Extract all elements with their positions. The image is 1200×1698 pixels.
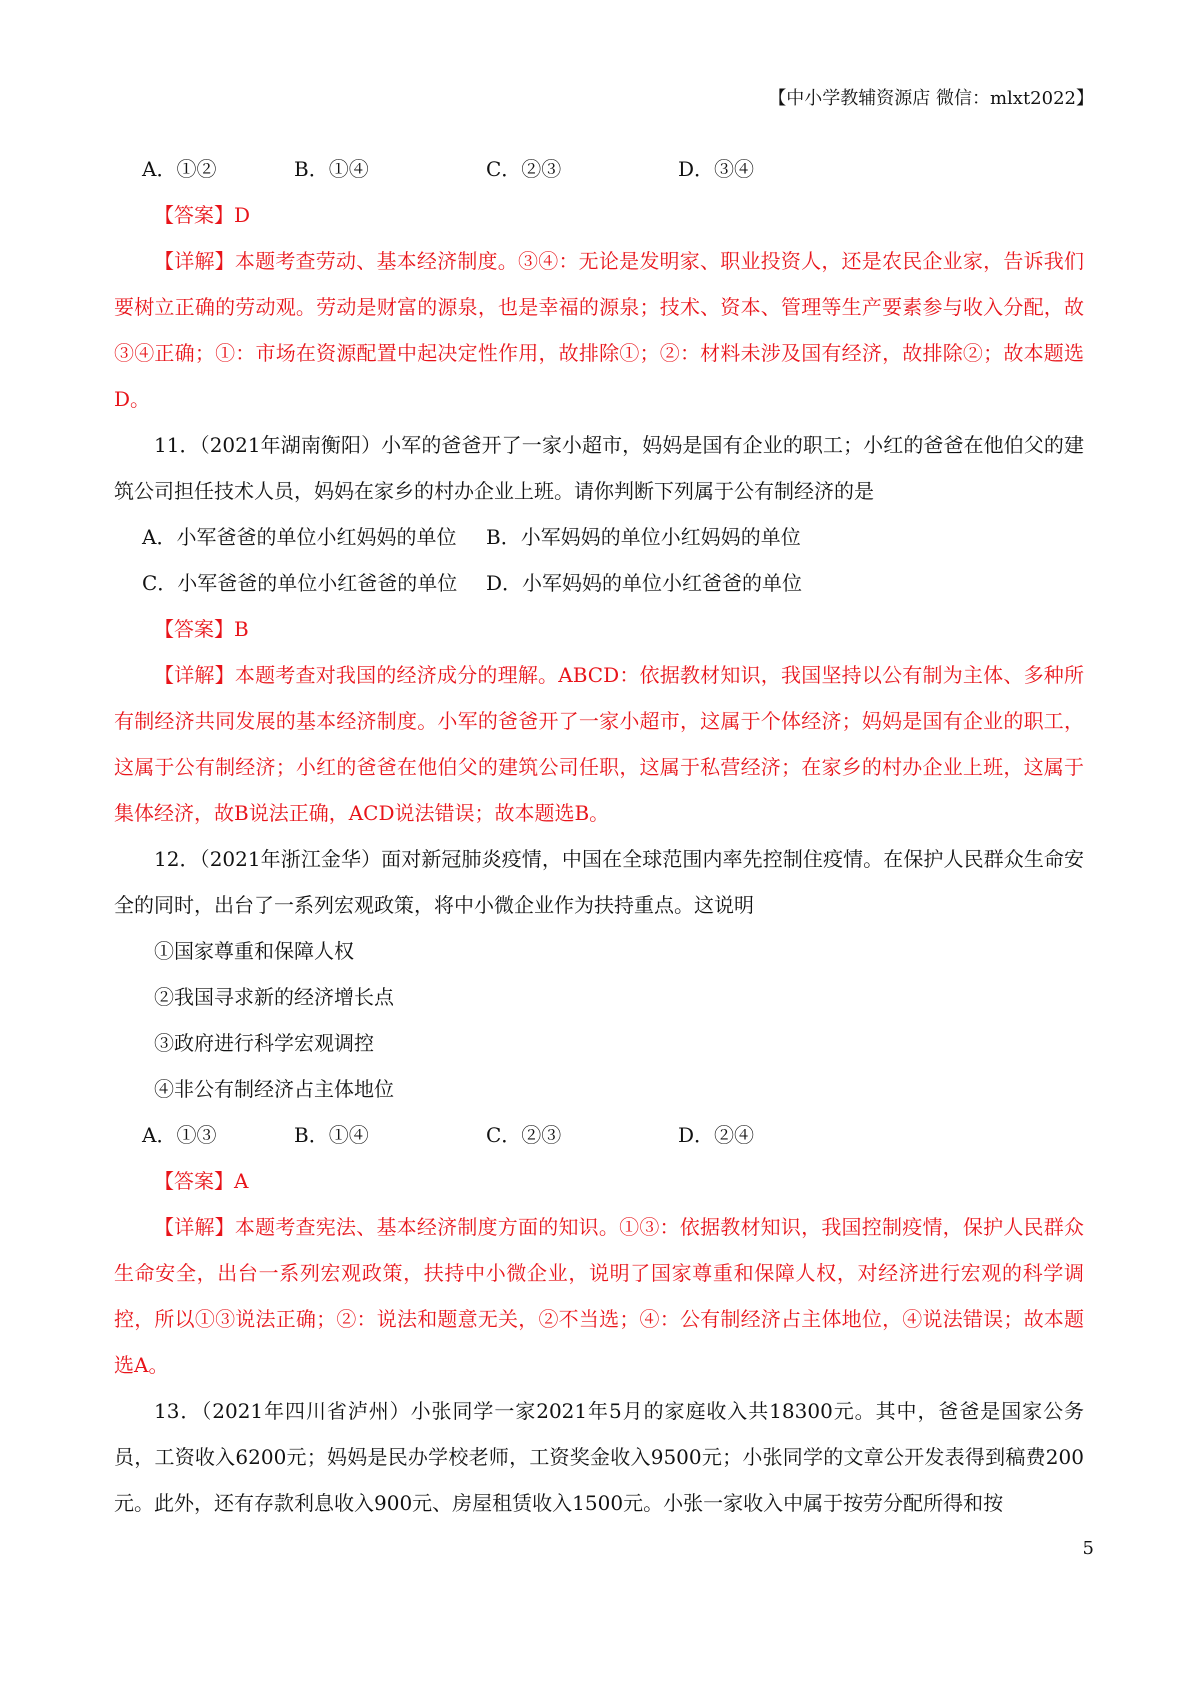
- q12-options: [114, 1112, 1084, 1158]
- q11-option-a: A．小军爸爸的单位小红妈妈的单位: [142, 525, 457, 549]
- q12-option-d: D．②④: [678, 1123, 755, 1147]
- q12-option-a: A．①③: [142, 1123, 217, 1147]
- q11-detail: 【详解】本题考查对我国的经济成分的理解。ABCD：依据教材知识，我国坚持以公有制为主体、多种所有制经济共同发展的基本经济制度。小军的爸爸开了一家小超市，这属于个体经济；妈妈是国有企业的职工，这属于公有制经济；小红的爸爸在他伯父的建筑公司任职，这属于私营经济；在家乡的村办企业上班，这属于集体经济，故B说法正确，ACD说法错误；故本题选B。: [114, 663, 1084, 825]
- q10-option-c: C．②③: [486, 157, 562, 181]
- q12-item-1: ①国家尊重和保障人权: [154, 939, 354, 963]
- q11-option-b: B．小军妈妈的单位小红妈妈的单位: [486, 525, 801, 549]
- q10-option-a: A．①②: [142, 157, 217, 181]
- q12-option-c: C．②③: [486, 1123, 562, 1147]
- q12-answer: 【答案】A: [154, 1169, 249, 1193]
- q10-options: [114, 146, 1084, 192]
- q13-stem: 13．（2021年四川省泸州）小张同学一家2021年5月的家庭收入共18300元。其中，爸爸是国家公务员，工资收入6200元；妈妈是民办学校老师，工资奖金收入9500元；小张同学的文章公开发表得到稿费200元。此外，还有存款利息收入900元、房屋租赁收入1500元。小张一家收入中属于按劳分配所得和按: [114, 1399, 1084, 1515]
- q10-answer: 【答案】D: [154, 203, 251, 227]
- page-header: 【中小学教辅资源店 微信：mlxt2022】: [768, 88, 1094, 109]
- q10-option-d: D．③④: [678, 157, 755, 181]
- q12-stem: 12．（2021年浙江金华）面对新冠肺炎疫情，中国在全球范围内率先控制住疫情。在保护人民群众生命安全的同时，出台了一系列宏观政策，将中小微企业作为扶持重点。这说明: [114, 847, 1084, 917]
- page-number: 5: [1082, 1538, 1094, 1559]
- q11-option-d: D．小军妈妈的单位小红爸爸的单位: [486, 571, 803, 595]
- q12-detail: 【详解】本题考查宪法、基本经济制度方面的知识。①③：依据教材知识，我国控制疫情，保护人民群众生命安全，出台一系列宏观政策，扶持中小微企业，说明了国家尊重和保障人权，对经济进行宏观的科学调控，所以①③说法正确；②：说法和题意无关，②不当选；④：公有制经济占主体地位，④说法错误；故本题选A。: [114, 1215, 1084, 1377]
- q12-item-3: ③政府进行科学宏观调控: [154, 1031, 374, 1055]
- q10-option-b: B．①④: [294, 157, 369, 181]
- q12-option-b: B．①④: [294, 1123, 369, 1147]
- q10-detail: 【详解】本题考查劳动、基本经济制度。③④：无论是发明家、职业投资人，还是农民企业家，告诉我们要树立正确的劳动观。劳动是财富的源泉，也是幸福的源泉；技术、资本、管理等生产要素参与收入分配，故③④正确；①：市场在资源配置中起决定性作用，故排除①；②：材料未涉及国有经济，故排除②；故本题选D。: [114, 249, 1084, 411]
- document-body: [114, 146, 1084, 1526]
- q11-options-row2: [114, 560, 1084, 606]
- q11-option-c: C．小军爸爸的单位小红爸爸的单位: [142, 571, 458, 595]
- q11-options-row1: [114, 514, 1084, 560]
- q11-answer: 【答案】B: [154, 617, 249, 641]
- q12-item-2: ②我国寻求新的经济增长点: [154, 985, 394, 1009]
- q11-stem: 11．（2021年湖南衡阳）小军的爸爸开了一家小超市，妈妈是国有企业的职工；小红的爸爸在他伯父的建筑公司担任技术人员，妈妈在家乡的村办企业上班。请你判断下列属于公有制经济的是: [114, 433, 1084, 503]
- q12-item-4: ④非公有制经济占主体地位: [154, 1077, 394, 1101]
